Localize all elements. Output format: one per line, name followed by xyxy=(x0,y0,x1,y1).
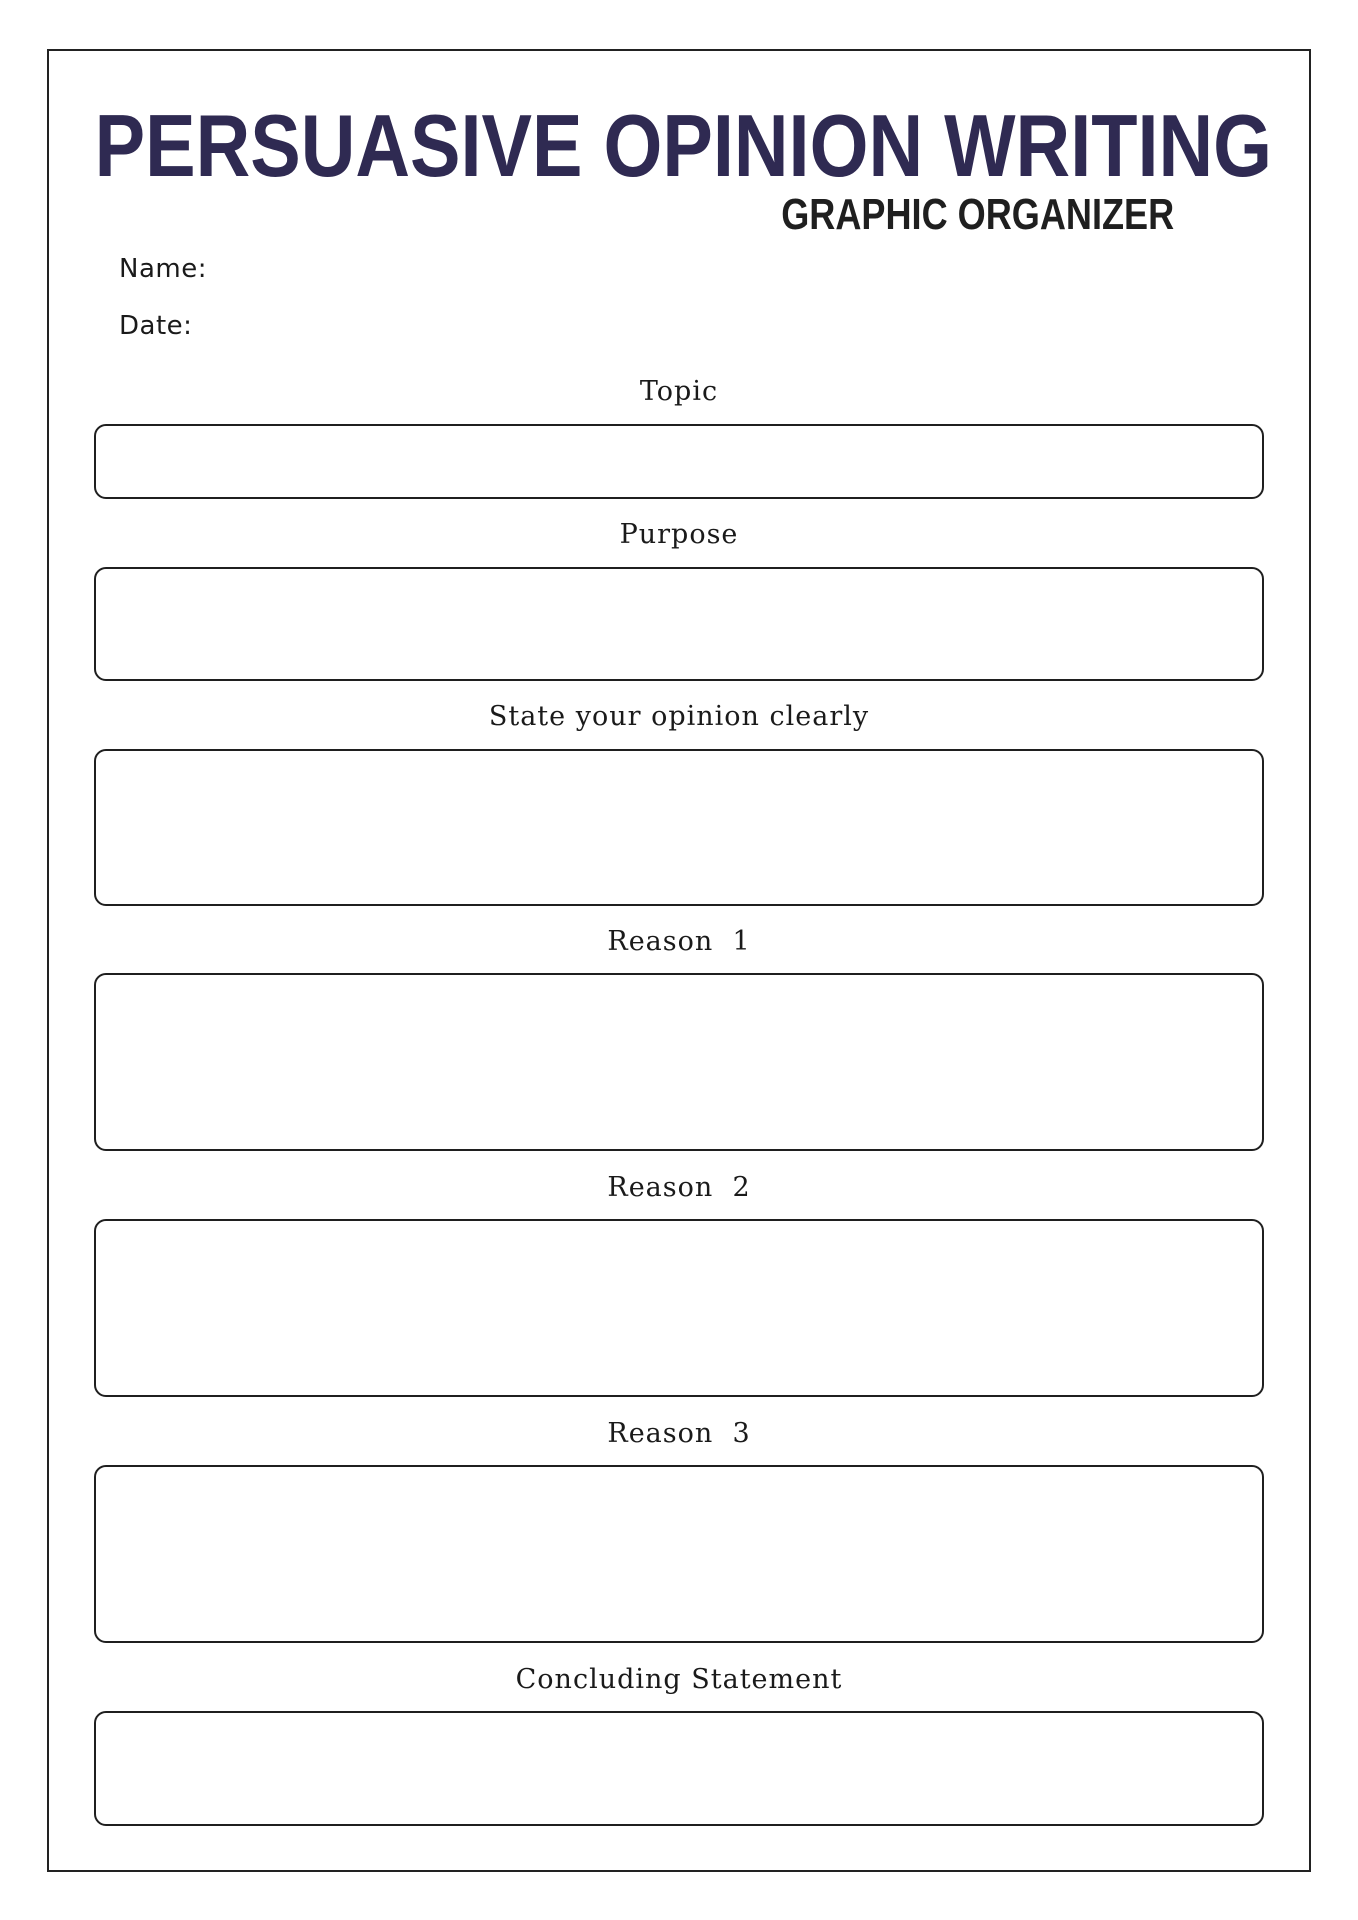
page-subtitle: GRAPHIC ORGANIZER xyxy=(781,190,1174,239)
purpose-label: Purpose xyxy=(619,519,739,550)
purpose-box[interactable] xyxy=(94,567,1264,681)
reason-1-label: Reason 1 xyxy=(607,926,751,957)
reason-1-box[interactable] xyxy=(94,973,1264,1151)
reason-3-box[interactable] xyxy=(94,1465,1264,1643)
opinion-label: State your opinion clearly xyxy=(488,701,870,732)
concluding-box[interactable] xyxy=(94,1711,1264,1826)
date-label: Date: xyxy=(119,311,193,341)
reason-2-label: Reason 2 xyxy=(607,1172,751,1203)
topic-box[interactable] xyxy=(94,424,1264,499)
reason-3-label: Reason 3 xyxy=(607,1418,751,1449)
opinion-box[interactable] xyxy=(94,749,1264,906)
topic-label: Topic xyxy=(639,376,719,407)
name-label: Name: xyxy=(119,254,207,284)
reason-2-box[interactable] xyxy=(94,1219,1264,1397)
page-title: PERSUASIVE OPINION WRITING xyxy=(94,96,1273,195)
concluding-label: Concluding Statement xyxy=(515,1664,843,1695)
